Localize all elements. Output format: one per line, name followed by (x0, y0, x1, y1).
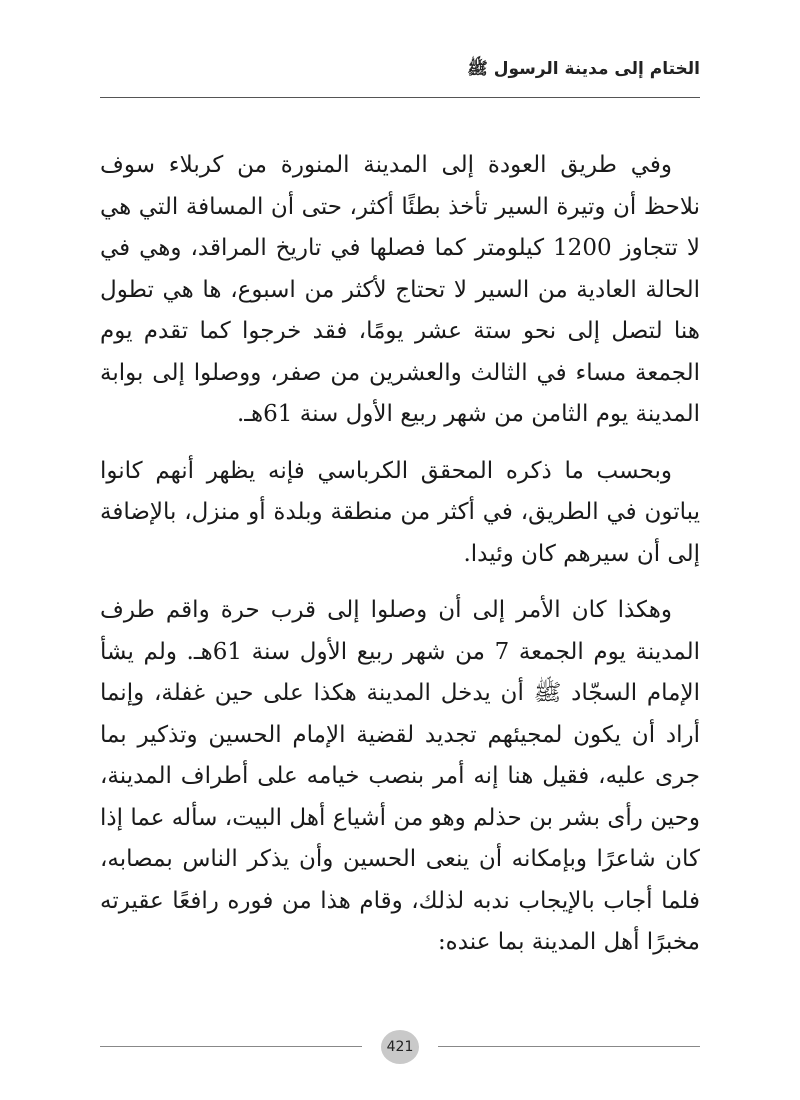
footer-divider-right (438, 1046, 700, 1047)
paragraph-3: وهكذا كان الأمر إلى أن وصلوا إلى قرب حرة واقم طرف المدينة يوم الجمعة 7 من شهر ربيع الأول سنة 61هـ. ولم يشأ الإمام السجّاد ﷺ أن يدخل المدينة هكذا على حين غفلة، وإنما أراد أن يكون لمجيئهم تجديد لقضية الإمام الحسين وتذكير بما جرى عليه، فقيل هنا إنه أمر بنصب خيامه على أطراف المدينة، وحين رأى بشر بن حذلم وهو من أشياع أهل البيت، سأله عما إذا كان شاعرًا وبإمكانه أن ينعى الحسين وأن يذكر الناس بمصابه، فلما أجاب بالإيجاب ندبه لذلك، وقام هذا من فوره رافعًا عقيرته مخبرًا أهل المدينة بما عنده: (100, 597, 700, 955)
paragraph-2: وبحسب ما ذكره المحقق الكرباسي فإنه يظهر أنهم كانوا يباتون في الطريق، في أكثر من منطقة وبلدة أو منزل، بالإضافة إلى أن سيرهم كان وئيدا. (100, 457, 700, 567)
page-footer (100, 1030, 700, 1066)
footer-divider-left (100, 1046, 362, 1047)
page-number-badge: 421 (381, 1030, 419, 1064)
page-body (100, 145, 700, 979)
header-divider (100, 97, 700, 98)
running-header-title: الختام إلى مدينة الرسول ﷺ (467, 59, 700, 79)
paragraph-1: وفي طريق العودة إلى المدينة المنورة من كربلاء سوف نلاحظ أن وتيرة السير تأخذ بطئًا أكثر، حتى أن المسافة التي هي لا تتجاوز 1200 كيلومتر كما فصلها في تاريخ المراقد، وهي في الحالة العادية من السير لا تحتاج لأكثر من اسبوع، ها هي تطول هنا لتصل إلى نحو ستة عشر يومًا، فقد خرجوا كما تقدم يوم الجمعة مساء في الثالث والعشرين من صفر، ووصلوا إلى بوابة المدينة يوم الثامن من شهر ربيع الأول سنة 61هـ. (100, 152, 700, 427)
